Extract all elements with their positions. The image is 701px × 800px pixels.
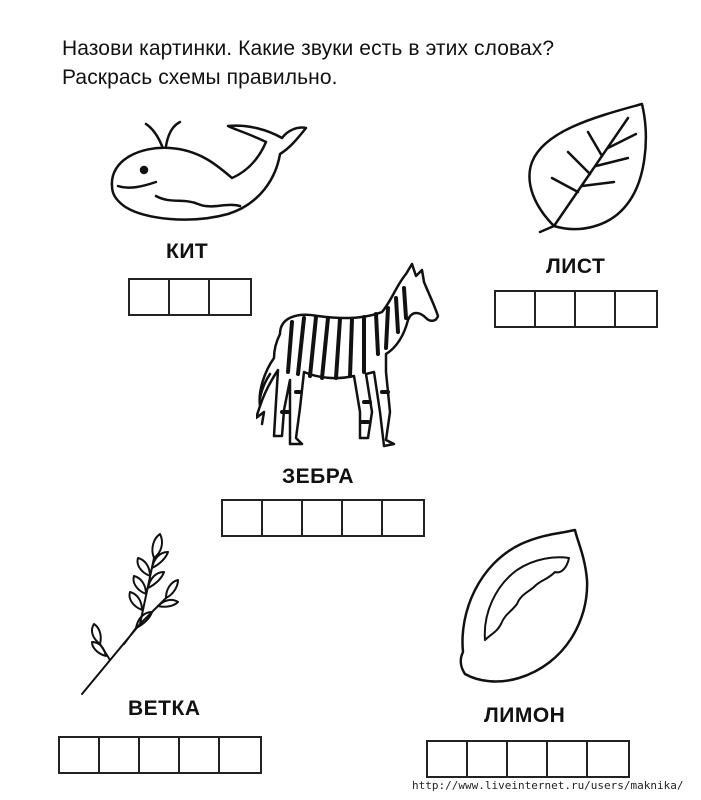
sound-cell[interactable] xyxy=(170,280,210,314)
sound-scheme-leaf[interactable] xyxy=(494,290,658,328)
sound-scheme-zebra[interactable] xyxy=(221,499,425,537)
sound-cell[interactable] xyxy=(496,292,536,326)
sound-cell[interactable] xyxy=(100,738,140,772)
lemon-picture xyxy=(455,528,595,688)
sound-cell[interactable] xyxy=(140,738,180,772)
sound-cell[interactable] xyxy=(536,292,576,326)
zebra-picture xyxy=(256,262,442,452)
word-branch: ВЕТКА xyxy=(128,697,201,720)
sound-cell[interactable] xyxy=(428,742,468,776)
sound-cell[interactable] xyxy=(60,738,100,772)
word-zebra: ЗЕБРА xyxy=(282,465,355,488)
sound-cell[interactable] xyxy=(616,292,656,326)
sound-cell[interactable] xyxy=(223,501,263,535)
word-whale: КИТ xyxy=(166,240,209,263)
sound-cell[interactable] xyxy=(263,501,303,535)
word-lemon: ЛИМОН xyxy=(484,704,566,727)
word-leaf: ЛИСТ xyxy=(546,255,606,278)
instruction-line-2: Раскрась схемы правильно. xyxy=(62,66,338,89)
source-url: http://www.liveinternet.ru/users/maknika/ xyxy=(412,779,684,792)
sound-scheme-whale[interactable] xyxy=(128,278,252,316)
leaf-picture xyxy=(518,98,658,238)
sound-cell[interactable] xyxy=(343,501,383,535)
branch-picture xyxy=(80,528,180,698)
sound-cell[interactable] xyxy=(303,501,343,535)
sound-cell[interactable] xyxy=(180,738,220,772)
sound-cell[interactable] xyxy=(210,280,250,314)
instructions xyxy=(62,34,692,92)
instruction-line-1: Назови картинки. Какие звуки есть в этих словах? xyxy=(62,37,555,60)
sound-cell[interactable] xyxy=(383,501,423,535)
whale-picture xyxy=(100,108,310,233)
sound-cell[interactable] xyxy=(220,738,260,772)
sound-cell[interactable] xyxy=(468,742,508,776)
sound-cell[interactable] xyxy=(548,742,588,776)
sound-cell[interactable] xyxy=(576,292,616,326)
sound-scheme-branch[interactable] xyxy=(58,736,262,774)
sound-cell[interactable] xyxy=(130,280,170,314)
sound-scheme-lemon[interactable] xyxy=(426,740,630,778)
sound-cell[interactable] xyxy=(508,742,548,776)
sound-cell[interactable] xyxy=(588,742,628,776)
